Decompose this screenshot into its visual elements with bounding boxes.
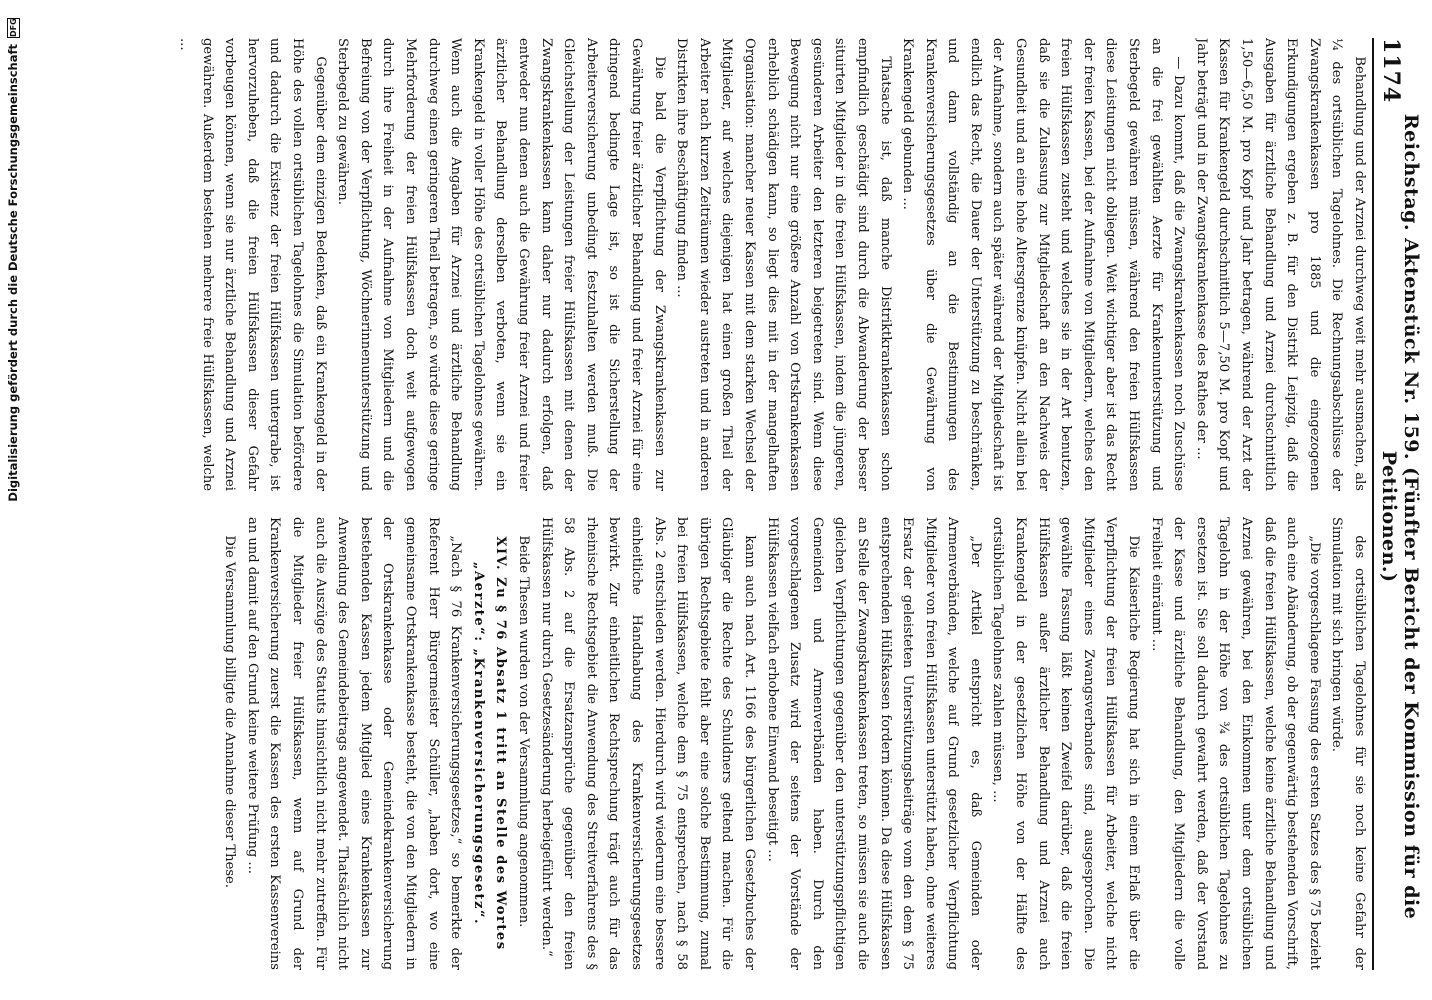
paragraph: Thatsache ist, daß manche Distriktkrankenkassen schon empfindlich geschädigt sind durch die Abwanderung der besser situirten Mitglieder in die freien Hülfskassen, indem die jüngeren, gesünderen Arbeiter den letzteren beigetreten sind. Wenn diese Bewegung nicht nur eine größere Anzahl von Ortskrankenkassen erheblich schädigen kann, so liegt dies mit in der mangelhaften Organisation: mancher neuer Kassen mit dem starken Wechsel der Mitglieder, auf welches diejenigen hat einen großen Theil der Arbeiter nach kurzen Zeiträumen wieder austreten und in anderen Distrikten ihre Beschäftigung finden ...: [674, 38, 893, 491]
section-heading: XIV. Zu § 76 Absatz 1 tritt an Stelle des Wortes „Aerzte“: „Krankenversicherungsgesetz“.: [470, 536, 509, 951]
dfg-logo: DFG: [8, 18, 18, 37]
paragraph: des ortsüblichen Tagelohnes für sie noch keine Gefahr der Simulation mit sich bringen würde.: [1329, 517, 1367, 970]
text-column-right: [20, 517, 1370, 970]
paragraph: Die bald die Verpflichtung der Zwangskrankenkassen zur Gewährung freier ärztlicher Behandlung und freier Arznei für eine dringend bedingte Lage ist, so ist die Sicherstellung der Arbeiterversicherung unbedingt festzuhalten werden muß. Die Gleichstellung der Leistungen freier Hülfskassen mit denen der Zwangskrankenkassen kann daher nur dadurch erfolgen, daß entweder nun denen auch die Gewährung freier Arznei und freier ärztlicher Behandlung derselben verboten, wenn sie ein Krankengeld in voller Höhe des ortsüblichen Tagelohnes gewähren. Wenn auch die Angaben für Arznei und ärztliche Behandlung durchweg einen geringeren Theil betragen, so würde diese geringe Mehrforderung der freien Hülfskassen doch weit aufgewogen durch ihre Freiheit in der Aufnahme von Mitgliedern und die Befreiung von der Verpflichtung, Wöchnerinnenunterstützung und Sterbegeld zu gewähren.: [335, 38, 667, 491]
paragraph: Die Kaiserliche Regierung hat sich in einem Erlaß über die Verpflichtung der freien Hülfskassen für Arbeiter, welche nicht Mitglieder eines Zwangsverbandes sind, ausgesprochen. Die gewählte Fassung läßt keinen Zweifel darüber, daß die freien Hülfskassen außer ärztlicher Behandlung und Arznei auch Krankengeld in der gesetzlichen Höhe von der Hälfte des ortsüblichen Tagelohnes zahlen müssen, ...: [990, 517, 1142, 970]
paragraph: kann auch nach Art. 1166 des bürgerlichen Gesetzbuches der Gläubiger die Rechte des Schuldners geltend machen. Für die übrigen Rechtsgebiete fehlt aber eine solche Bestimmung, zumal bei freien Hülfskassen, welche dem § 75 entsprechen, nach § 58 Abs. 2 entschieden werden. Hierdurch wird wiederum eine bessere einheitliche Handhabung des Krankenversicherungsgesetzes bewirkt. Zur einheitlichen Rechtsprechung trägt auch für das rheinische Rechtsgebiet die Anwendung des Streitverfahrens des § 58 Abs. 2 auf die Ersatzansprüche gegenüber den freien Hülfskassen nur durch Gesetzesänderung herbeigeführt werden.“: [538, 517, 757, 970]
text-columns: [20, 38, 1370, 970]
digitization-credit: Digitalisierung gefördert durch die Deutsche Forschungsgemeinschaft: [6, 44, 20, 502]
paragraph: Behandlung und der Arznei durchweg weit mehr ausmachen, als ¼ des ortsüblichen Tagelohnes. Die Rechnungsabschlüsse der Zwangskrankenkassen pro 1885 und die eingezogenen Erkundigungen ergeben z. B. für den Distrikt Leipzig, daß die Ausgaben für ärztliche Behandlung und Arznei durchschnittlich 1,50—6,50 M. pro Kopf und Jahr betragen, während der Arzt der Kassen für Krankengeld durchschnittlich 5—7,50 M. pro Kopf und Jahr beträgt und in der Zwangskrankenkasse des Rathes der ...: [1193, 38, 1367, 491]
running-head: Reichstag. Aktenstück Nr. 159. (Fünfter Bericht der Kommission für die Petitionen.): [1378, 113, 1422, 920]
paragraph: Die Versammlung billigte die Annahme dieser These.: [222, 535, 238, 888]
paragraph: „Nach § 76 Krankenversicherungsgesetzes,“ so bemerkte der Referent Herr Bürgermeister Schüller, „haben dort, wo eine gemeinsame Ortskrankenkasse besteht, die von den Mitgliedern in der Ortskrankenkasse oder Gemeindekrankenversicherung bestehenden Kassen jedem Mitglied eines Krankenkassen zur Anwendung des Gemeindebeitrags angewendet. Thatsächlich nicht auch die Auszüge des Statuts hinsichtlich nicht mehr zutreffen. Für die Mitglieder freier Hülfskassen, wenn auf Grund der Krankenversicherung zuerst die Kassen des ersten Kassenvereins an und damit auf den Grund keine weitere Prüfung ...: [244, 517, 464, 970]
paragraph: „Der Artikel entspricht es, daß Gemeinden oder Armenverbänden, welche auf Grund gesetzlicher Verpflichtung Mitglieder von freien Hülfskassen unterstützt haben, ohne weiteres Ersatz der geleisteten Unterstützungsbeiträge vom den dem § 75 entsprechenden Hülfskassen fordern können. Da diese Hülfskassen an Stelle der Zwangskrankenkassen treten, so müssen sie auch die gleichen Verpflichtungen gegenüber den unterstützungspflichtigen Gemeinden und Armenverbänden haben. Durch den vorgeschlagenen Zusatz wird der seitens der Vorstände der Hülfskassen vielfach erhobene Einwand beseitigt ...: [764, 517, 983, 970]
text-column-left: [20, 38, 1370, 491]
digitization-credit-strip: [2, 0, 24, 1000]
page-header: [1372, 38, 1422, 970]
paragraph: — Dazu kommt, daß die Zwangskrankenkassen noch Zuschüsse an die frei gewählten Aerzte für Krankenunterstützung und Sterbegeld gewähren müssen, während den freien Hülfskassen diese Leistungen nicht obliegen. Weit wichtiger aber ist das Recht der freien Kassen, bei der Aufnahme von Mitgliedern, welches den freien Hülfskassen zusteht und welches sie in der Art benutzen, daß sie die Zulassung zur Mitgliedschaft an den Nachweis der Gesundheit und an eine hohe Altersgrenze knüpfen. Nicht allein bei der Aufnahme, sondern auch später während der Mitgliedschaft ist endlich das Recht, die Dauer der Unterstützung zu beschränken, und dann vollständig an die Bestimmungen des Krankenversicherungsgesetzes über die Gewährung von Krankengeld gebunden ...: [900, 38, 1187, 491]
paragraph: „Die vorgeschlagene Fassung des ersten Satzes des § 75 bezieht auch eine Abänderung, ob der gegenwärtig bestehenden Vorschrift, daß die freien Hülfskassen, welche keine ärztliche Behandlung und Arznei gewähren, bei den Einkommen unter dem ortsüblichen Tagelohn in der Höhe von ¾ des ortsüblichen Tagelohnes zu ersetzen ist. Sie soll dadurch gewahrt werden, daß der Vorstand der Kasse und ärztliche Behandlung, den Mitgliedern die volle Freiheit einräumt ...: [1148, 517, 1322, 970]
page-number: 1174: [1378, 38, 1404, 104]
paragraph: Beide Thesen wurden von der Versammlung angenommen.: [516, 535, 532, 928]
paragraph: Gegenüber dem einzigen Bedenken, daß ein Krankengeld in der Höhe des vollen ortsüblichen Tagelohnes die Simulation befördere und dadurch die Existenz der freien Hülfskassen untergrabe, ist hervorzuheben, daß die freien Hülfskassen dieser Gefahr vorbeugen können, wenn sie nur ärztliche Behandlung und Arznei gewähren. Außerdem bestehen mehrere freie Hülfskassen, welche ...: [177, 38, 328, 491]
